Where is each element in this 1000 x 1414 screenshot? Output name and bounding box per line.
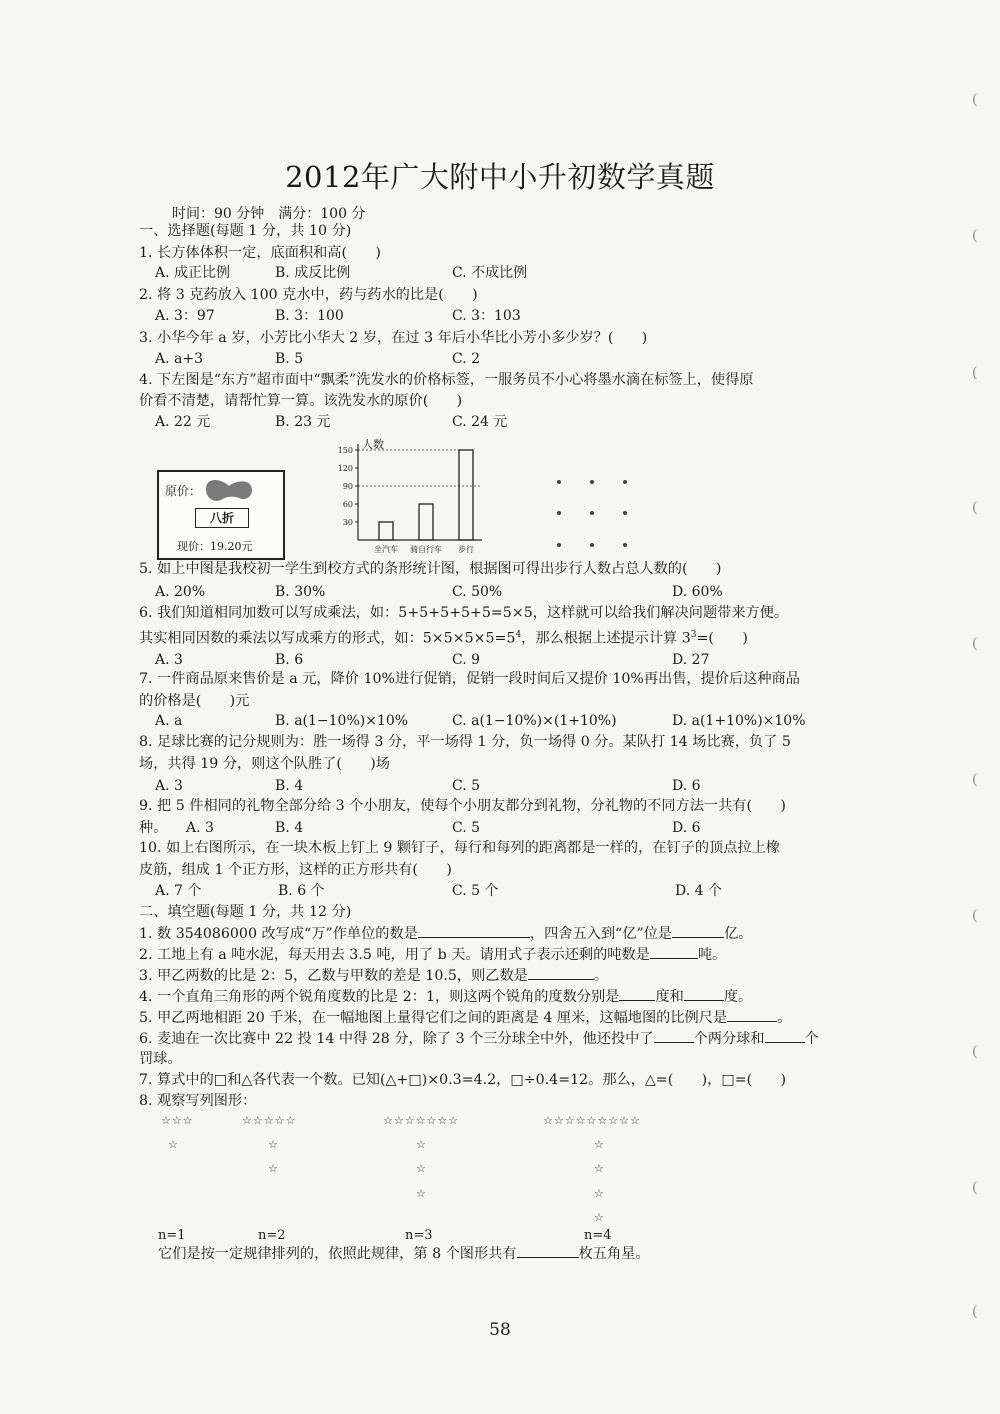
fill-text: 吨。 [697,947,727,963]
option-b: B. a(1−10%)×10% [275,713,409,729]
star-icon: ☆ [594,1162,604,1175]
y-tick-label: 30 [342,518,353,527]
answer-blank[interactable] [765,1029,805,1043]
option-b: B. 6 个 [278,883,325,899]
star-icon: ☆ [268,1162,278,1175]
answer-blank[interactable] [684,987,724,1001]
option-a: A. 3 [155,778,183,794]
question-text: 6. 我们知道相同加数可以写成乘法，如：5+5+5+5+5=5×5，这样就可以给我们解决问题带来方便。 [139,605,789,621]
option-b: B. 5 [275,351,304,367]
option-d: D. 6 [672,820,701,836]
y-tick-label: 120 [337,464,353,473]
question-text [139,1029,819,1048]
fill-text: 度和 [655,989,684,1005]
option-b: B. 成反比例 [275,265,351,281]
fill-text: 4. 一个直角三角形的两个锐角度数的比是 2：1，则这两个锐角的度数分别是 [139,989,620,1005]
exam-meta: 时间：90 分钟 满分：100 分 [172,206,366,222]
option-a: A. 3 [155,652,183,668]
fill-text: 2. 工地上有 a 吨水泥，每天用去 3.5 吨，用了 b 天。请用式子表示还剩的吨数是 [139,947,650,963]
star-icon: ☆ [416,1162,426,1175]
edge-mark: ( [972,92,978,108]
question-text: 8. 足球比赛的记分规则为：胜一场得 3 分，平一场得 1 分，负一场得 0 分。某队打 14 场比赛，负了 5 [139,734,791,750]
option-b: B. 6 [275,652,304,668]
star-icon: ☆ [268,1138,278,1151]
question-text: 皮筋，组成 1 个正方形，这样的正方形共有( ) [139,862,452,878]
edge-mark: ( [972,1304,978,1320]
option-a: A. a [155,713,183,729]
option-d: D. 6 [672,778,701,794]
option-c: C. 50% [452,584,503,600]
y-axis-label: 人数 [362,438,384,451]
pattern-label: n=3 [405,1228,433,1243]
nail-dot [590,543,594,547]
bar-chart [330,436,500,560]
question-text: 种。 [139,820,168,836]
star-icon: ☆ [416,1138,426,1151]
option-d: D. a(1+10%)×10% [672,713,806,729]
x-tick-label: 骑自行车 [410,545,442,554]
fill-text: 。 [777,1010,792,1026]
section2-heading: 二、填空题(每题 1 分，共 12 分) [139,904,352,920]
discount-label: 八折 [195,508,249,528]
nail-dot [590,480,594,484]
y-tick-label: 90 [342,482,353,491]
nail-dot [557,543,561,547]
star-icon: ☆ [416,1187,426,1200]
question-text: 4. 下左图是“东方”超市面中“飘柔”洗发水的价格标签，一服务员不小心将墨水滴在标签上，使得原 [139,372,754,388]
question-text: 8. 观察写列图形： [139,1093,257,1109]
option-a: A. 22 元 [155,414,211,430]
question-text: 价看不清楚，请帮忙算一算。该洗发水的原价( ) [139,393,463,409]
answer-blank[interactable] [517,1244,579,1258]
answer-blank[interactable] [654,1029,694,1043]
star-row: ☆☆☆ [161,1114,194,1127]
option-c: C. 5 [452,820,481,836]
question-text: 罚球。 [139,1051,182,1067]
fill-text: 。 [593,968,609,984]
fill-text: 3. 甲乙两数的比是 2：5，乙数与甲数的差是 10.5，则乙数是 [139,968,528,984]
answer-blank[interactable] [672,924,724,938]
page-title: 2012年广大附中小升初数学真题 [285,160,715,194]
option-a: A. 7 个 [155,883,202,899]
section1-heading: 一、选择题(每题 1 分，共 10 分) [139,223,352,239]
question-text: 10. 如上右图所示，在一块木板上钉上 9 颗钉子，每行和每列的距离都是一样的，在钉子的顶点拉上橡 [139,840,780,856]
y-tick-label: 60 [342,500,353,509]
answer-blank[interactable] [727,1008,777,1022]
edge-mark: ( [972,772,978,788]
q6-text-mid: ，那么根据上述提示计算 3 [521,630,691,647]
fill-text: 1. 数 354086000 改写成“万”作单位的数是 [139,926,418,942]
question-text [139,966,608,985]
question-text [139,924,752,943]
current-price: 现价：19.20元 [177,540,253,553]
option-c: C. a(1−10%)×(1+10%) [452,713,617,729]
x-tick-label: 坐汽车 [374,545,398,554]
star-icon: ☆ [168,1138,178,1151]
question-text: 5. 如上中图是我校初一学生到校方式的条形统计图，根据图可得出步行人数占总人数的( ) [139,561,722,577]
option-d: D. 27 [672,652,710,668]
question-text: 9. 把 5 件相同的礼物全部分给 3 个小朋友，使每个小朋友都分到礼物，分礼物的不同方法一共有( ) [139,798,786,814]
fill-text: 个 [804,1031,819,1047]
answer-blank[interactable] [619,987,655,1001]
ink-blot-icon [203,476,255,506]
option-c: C. 9 [452,652,481,668]
edge-mark: ( [972,228,978,244]
pattern-label: n=4 [584,1228,612,1243]
pattern-label: n=2 [258,1228,286,1243]
fill-text: ，四舍五入到“亿”位是 [529,926,673,942]
option-c: C. 3：103 [452,308,521,324]
price-tag-figure [157,470,285,560]
option-b: B. 3：100 [275,308,344,324]
fill-text: 度。 [723,989,753,1005]
edge-mark: ( [972,365,978,381]
q6-exponent: 3 [690,630,697,640]
nail-dot [590,511,594,515]
y-tick-label: 150 [337,446,353,455]
nail-dot [557,511,561,515]
question-text: 7. 算式中的□和△各代表一个数。已知(△+□)×0.3=4.2，□÷0.4=12。那么，△=( )，□=( ) [139,1072,787,1088]
q6-exponent: 4 [515,630,522,640]
edge-mark: ( [972,1180,978,1196]
option-a: A. 3：97 [155,308,215,324]
option-c: C. 不成比例 [452,265,528,281]
option-b: B. 4 [275,778,304,794]
answer-blank[interactable] [650,945,698,959]
option-a: A. 3 [186,820,214,836]
fill-text: 5. 甲乙两地相距 20 千米，在一幅地图上量得它们之间的距离是 4 厘米，这幅地图的比例尺是 [139,1010,728,1026]
edge-mark: ( [972,636,978,652]
fill-text: 6. 麦迪在一次比赛中 22 投 14 中得 28 分，除了 3 个三分球全中外，他还投中了 [139,1031,654,1047]
question-text: 7. 一件商品原来售价是 a 元，降价 10%进行促销，促销一段时间后又提价 10%再出售，提价后这种商品 [139,671,800,687]
bar [419,504,433,540]
bar [459,450,473,540]
option-c: C. 2 [452,351,481,367]
star-row: ☆☆☆☆☆☆☆ [383,1114,460,1127]
question-text: 场，共得 19 分，则这个队胜了( )场 [139,756,390,772]
question-text [139,1008,791,1027]
option-c: C. 5 个 [452,883,499,899]
question-text: 的价格是( )元 [139,693,250,709]
original-price-label: 原价： [165,484,202,498]
question-text [139,945,726,964]
star-icon: ☆ [594,1211,604,1224]
pattern-label: n=1 [158,1228,186,1243]
star-row: ☆☆☆☆☆ [242,1114,297,1127]
question-text: 3. 小华今年 a 岁，小芳比小华大 2 岁，在过 3 年后小华比小芳小多少岁？( ) [139,330,648,346]
fill-text: 枚五角星。 [578,1246,650,1262]
option-a: A. 成正比例 [155,265,231,281]
fill-text: 个两分球和 [693,1031,765,1047]
question-text [158,1244,650,1263]
answer-blank[interactable] [418,924,530,938]
bar [379,522,393,540]
nail-dot [623,511,627,515]
option-b: B. 4 [275,820,304,836]
option-a: A. 20% [155,584,206,600]
nail-dot [623,480,627,484]
option-d: D. 4 个 [675,883,722,899]
star-icon: ☆ [594,1187,604,1200]
question-text: 1. 长方体体积一定，底面积和高( ) [139,245,381,261]
option-b: B. 23 元 [275,414,331,430]
option-c: C. 24 元 [452,414,508,430]
page-number: 58 [489,1320,511,1340]
option-a: A. a+3 [155,351,203,367]
answer-blank[interactable] [528,966,594,980]
q6-text-pre: 其实相同因数的乘法以写成乘方的形式，如：5×5×5×5=5 [139,630,516,647]
question-text [139,987,752,1006]
option-c: C. 5 [452,778,481,794]
edge-mark: ( [972,1044,978,1060]
option-d: D. 60% [672,584,723,600]
q6-text-post: =( ) [696,630,748,647]
fill-text: 亿。 [724,926,753,942]
question-text: 2. 将 3 克药放入 100 克水中，药与药水的比是( ) [139,287,478,303]
edge-mark: ( [972,500,978,516]
nail-dot [623,543,627,547]
fill-text: 它们是按一定规律排列的，依照此规律，第 8 个图形共有 [158,1246,517,1262]
nail-dot [557,480,561,484]
edge-mark: ( [972,908,978,924]
option-b: B. 30% [275,584,326,600]
question-text [139,626,748,648]
star-icon: ☆ [594,1138,604,1151]
star-row: ☆☆☆☆☆☆☆☆☆ [543,1114,641,1127]
x-tick-label: 步行 [458,545,474,554]
